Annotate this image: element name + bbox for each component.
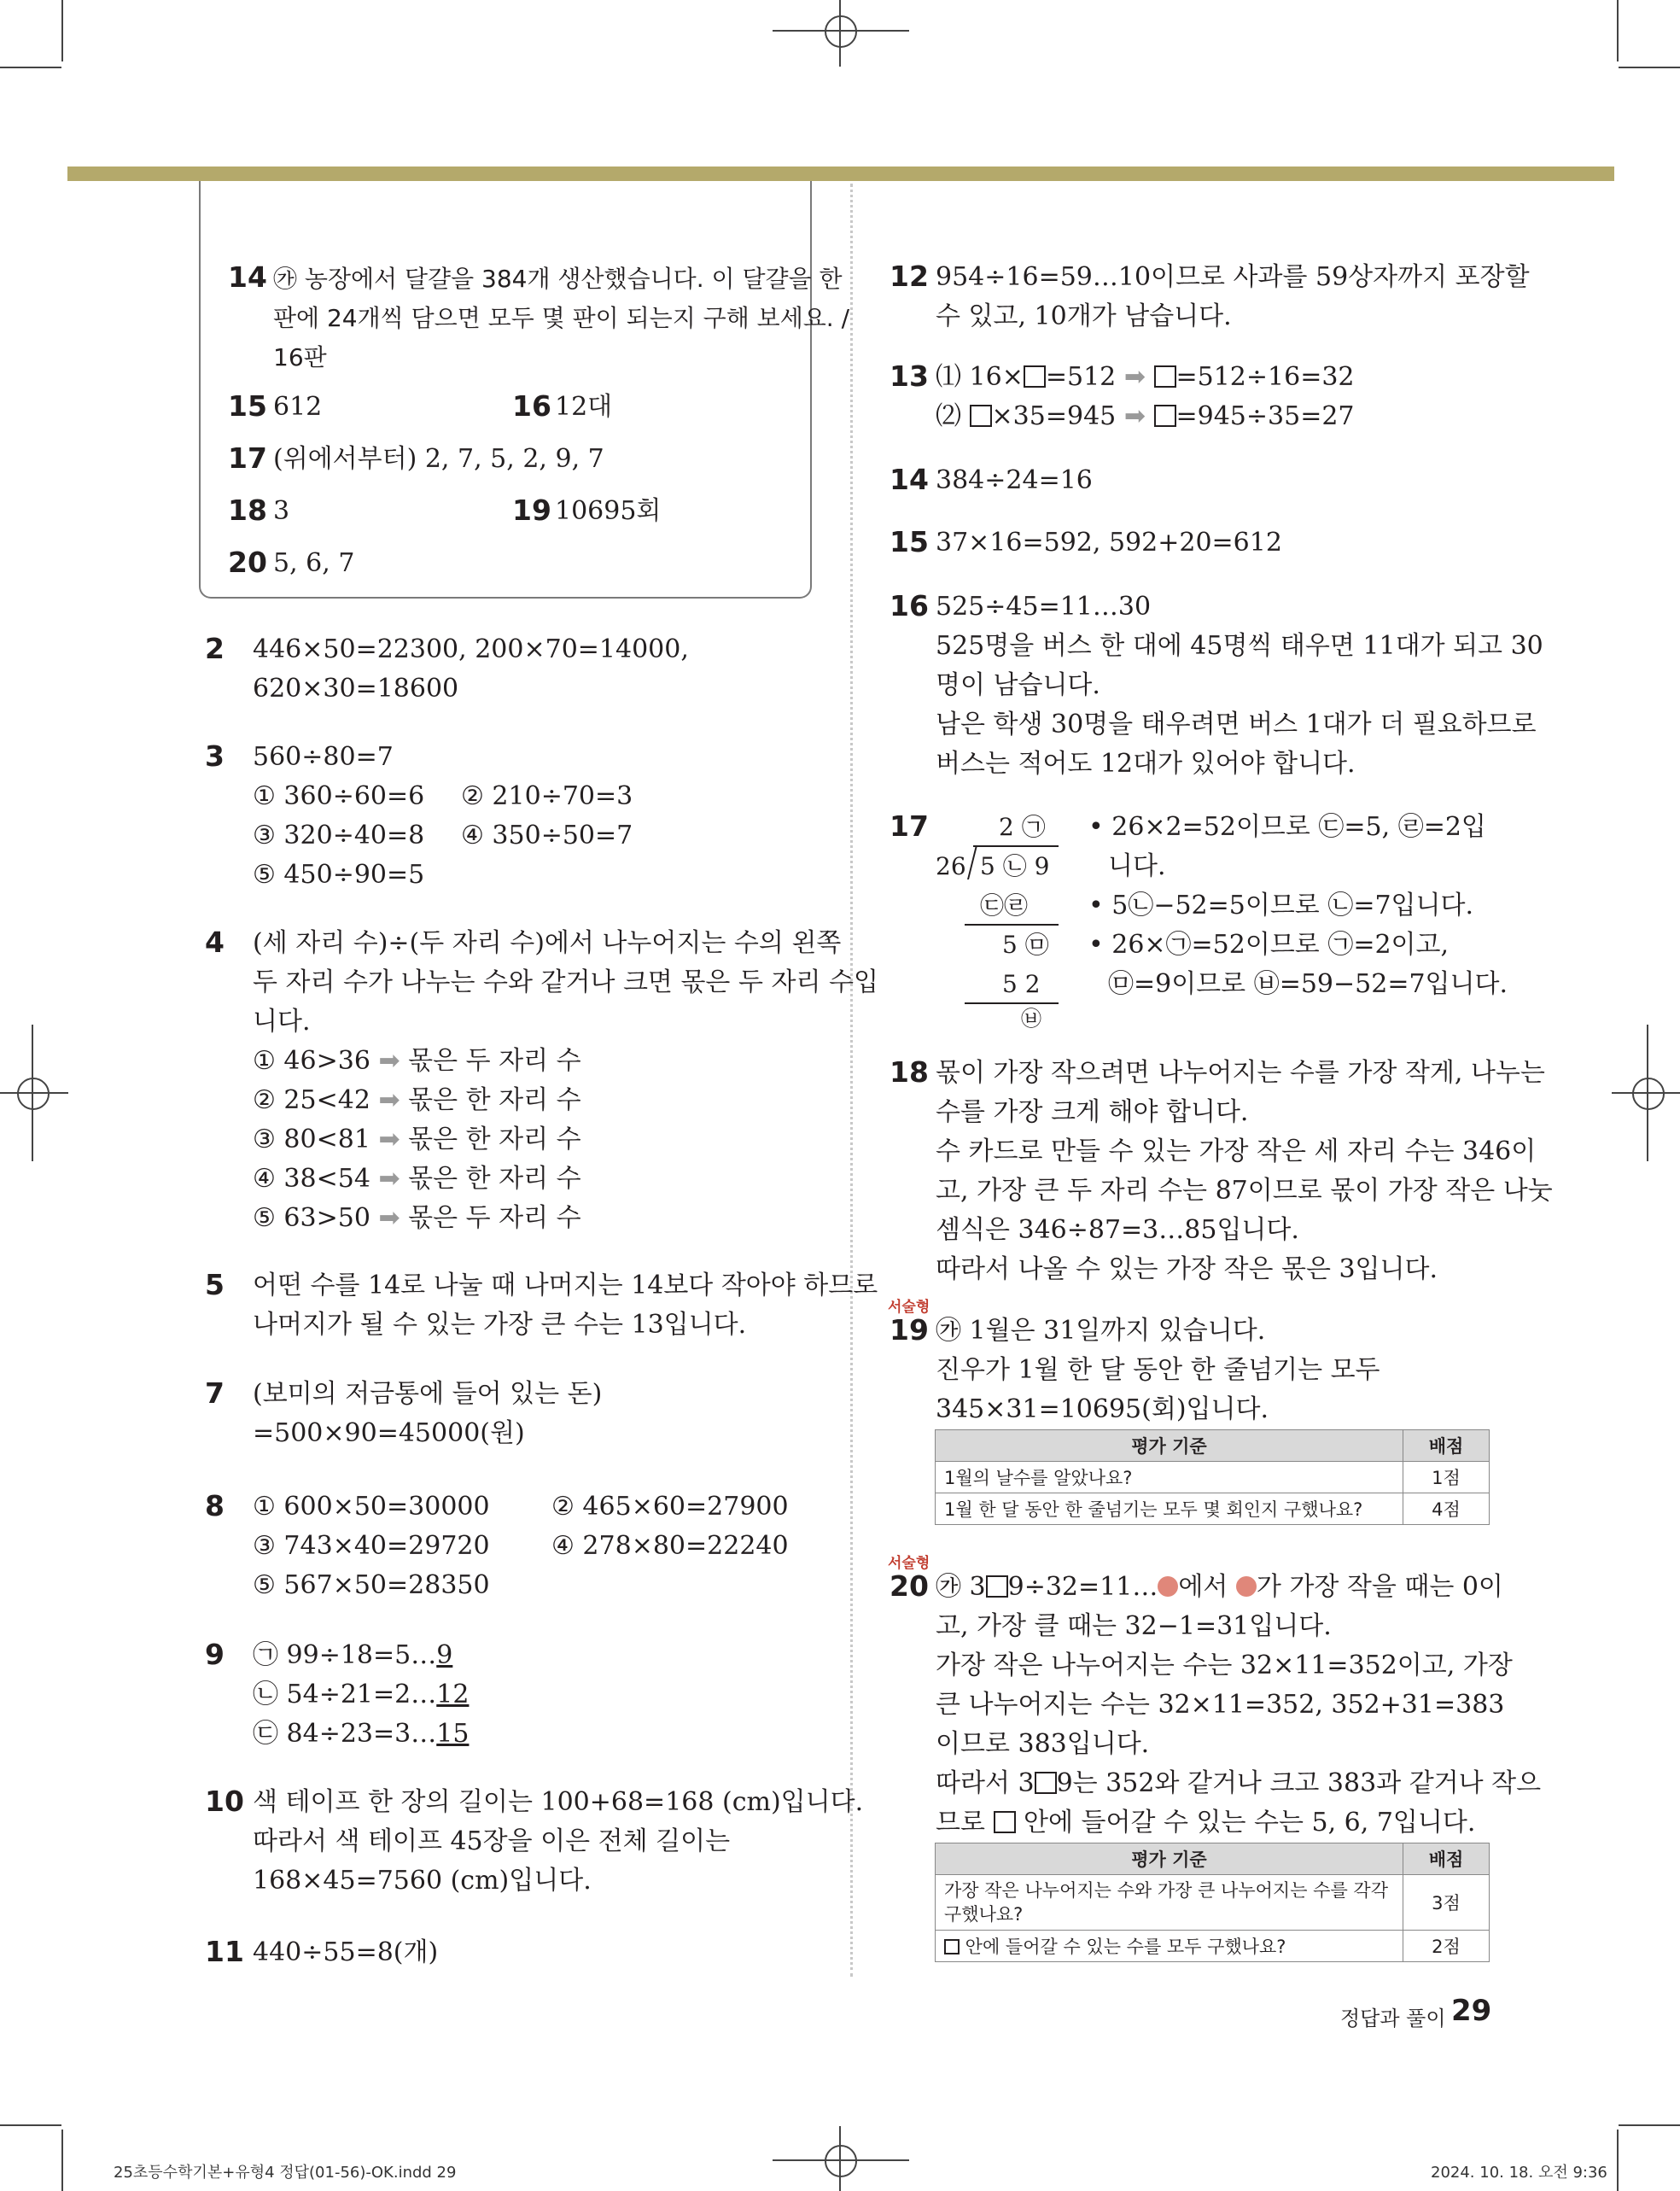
division-step: 5 ㉤ [1002,931,1049,959]
q4-item-compare: ④ 38<54 [253,1164,370,1194]
r20-text: 에서 [1178,1572,1236,1602]
q3-item: ① 360÷60=6 [253,781,425,811]
registration-line [32,1025,33,1161]
r20-line [936,1568,1503,1607]
r20-text: 가 가장 작을 때는 0이 [1256,1572,1503,1602]
q9-expression: ㉠ 99÷18=5… [253,1640,437,1670]
q9-item [253,1715,469,1754]
box-q17-answer: (위에서부터) 2, 7, 5, 2, 9, 7 [273,444,604,474]
header-bar [67,167,1614,181]
box-q20-number: 20 [228,546,267,579]
r18-line: 수를 가장 크게 해야 합니다. [936,1097,1249,1127]
q11-line: 440÷55=8(개) [253,1937,439,1967]
box-q19-answer: 10695회 [555,496,662,526]
registration-line [1647,1025,1648,1161]
crop-mark [61,0,63,61]
circle-icon [1236,1576,1257,1597]
rubric-points: 1점 [1403,1462,1490,1493]
crop-mark [1619,2124,1680,2126]
r12-number: 12 [890,260,929,293]
rubric-header: 평가 기준 [936,1843,1403,1875]
q8-item: ③ 743×40=29720 [253,1531,490,1561]
blank-box-icon [1154,365,1176,388]
division-bracket [967,845,977,879]
box-q15-number: 15 [228,389,267,423]
q3-item: ③ 320÷40=8 [253,821,425,850]
r18-line: 몫이 가장 작으려면 나누어지는 수를 가장 작게, 나누는 [936,1058,1545,1088]
crop-mark [61,2130,63,2191]
box-q14-line: ㉮ 농장에서 달걀을 384개 생산했습니다. 이 달걀을 한 [273,265,843,293]
blank-box-icon [986,1575,1008,1598]
q7-number: 7 [205,1376,225,1410]
r20-line: 고, 가장 클 때는 32−1=31입니다. [936,1611,1332,1641]
r12-line: 954÷16=59…10이므로 사과를 59상자까지 포장할 [936,262,1530,292]
print-date: 2024. 10. 18. 오전 9:36 [1431,2164,1607,2182]
q3-line: 560÷80=7 [253,742,394,772]
registration-line [773,2159,909,2161]
registration-line [839,0,841,67]
r20-text: ㉮ 3 [936,1572,986,1602]
r20-text: 안에 들어갈 수 있는 수는 5, 6, 7입니다. [1015,1808,1476,1838]
arrow-right-icon: ➡ [378,1203,400,1233]
r17-number: 17 [890,809,929,843]
r18-number: 18 [890,1055,929,1089]
box-q19-number: 19 [512,494,551,527]
q3-item: ④ 350÷50=7 [461,821,633,850]
division-step: 5 2 [1002,970,1041,998]
r18-line: 셈식은 346÷87=3…85입니다. [936,1215,1299,1245]
q5-line: 나머지가 될 수 있는 가장 큰 수는 13입니다. [253,1310,747,1340]
crop-mark [0,67,61,68]
q11-number: 11 [205,1935,244,1968]
long-division [930,808,1067,1038]
r19-line: 345×31=10695(회)입니다. [936,1394,1269,1424]
q4-item [253,1120,581,1160]
q2-number: 2 [205,632,225,665]
arrow-right-icon: ➡ [378,1085,400,1115]
q10-line: 색 테이프 한 장의 길이는 100+68=168 (cm)입니다. [253,1787,864,1817]
q4-line: 니다. [253,1007,311,1037]
q4-item [253,1042,581,1081]
q9-remainder: 9 [436,1640,453,1670]
blank-box-icon [1154,405,1176,427]
r19-line: 진우가 1월 한 달 동안 한 줄넘기는 모두 [936,1355,1380,1385]
r20-text: 므로 [936,1808,994,1838]
q4-item-compare: ③ 80<81 [253,1125,370,1154]
q8-item: ④ 278×80=22240 [551,1531,789,1561]
r13-text: ×35=945 [991,401,1117,431]
circle-icon [1158,1576,1178,1597]
q9-number: 9 [205,1638,225,1671]
division-dividend: 5 ㉡ 9 [980,852,1050,880]
r20-line: 큰 나누어지는 수는 32×11=352, 352+31=383 [936,1690,1505,1720]
rubric-points: 4점 [1403,1493,1490,1525]
box-q14-line: 16판 [273,343,327,371]
registration-line [1612,1092,1680,1094]
q4-item [253,1199,581,1238]
q5-line: 어떤 수를 14로 나눌 때 나머지는 14보다 작아야 하므로 [253,1271,878,1300]
descriptive-tag: 서술형 [888,1555,930,1572]
q4-item-result: 몫은 한 자리 수 [408,1085,581,1115]
r20-text: 따라서 3 [936,1768,1035,1798]
registration-line [773,30,909,32]
q9-remainder: 15 [436,1719,470,1749]
q5-number: 5 [205,1268,225,1301]
q9-expression: ㉢ 84÷23=3… [253,1719,437,1749]
rubric-header: 배점 [1403,1430,1490,1462]
rubric-table [935,1843,1490,1962]
r16-line: 버스는 적어도 12대가 있어야 합니다. [936,749,1356,779]
r20-text: 9÷32=11… [1007,1572,1158,1602]
r13-text: ⑵ [936,401,970,431]
arrow-right-icon: ➡ [378,1046,400,1076]
r20-line: 이므로 383입니다. [936,1729,1150,1759]
q4-line: (세 자리 수)÷(두 자리 수)에서 나누어지는 수의 왼쪽 [253,928,842,958]
q8-item: ⑤ 567×50=28350 [253,1570,490,1600]
rubric-criterion: 1월의 날수를 알았나요? [936,1462,1403,1493]
division-step: ㉢㉣ [980,891,1029,920]
q4-item-result: 몫은 두 자리 수 [408,1203,581,1233]
r12-line: 수 있고, 10개가 남습니다. [936,301,1232,331]
rubric-criterion [936,1875,1403,1931]
blank-box-icon [1035,1772,1057,1794]
arrow-right-icon: ➡ [378,1125,400,1154]
q4-item-compare: ① 46>36 [253,1046,370,1076]
registration-mark [825,2145,857,2177]
r14-line: 384÷24=16 [936,465,1093,495]
arrow-right-icon: ➡ [1123,362,1146,392]
r16-number: 16 [890,589,929,622]
r13-text: =945÷35=27 [1175,401,1355,431]
r17-line: • 26×2=52이므로 ㉢=5, ㉣=2입 [1088,812,1486,842]
r16-line: 남은 학생 30명을 태우려면 버스 1대가 더 필요하므로 [936,710,1537,739]
blank-box-icon [970,405,992,427]
r13-text: =512÷16=32 [1175,362,1355,392]
q9-item [253,1675,469,1715]
crop-mark [1619,67,1680,68]
r14-number: 14 [890,463,929,496]
q8-item: ② 465×60=27900 [551,1492,789,1522]
division-divisor: 26 [936,852,966,880]
q4-item-compare: ⑤ 63>50 [253,1203,370,1233]
division-line [965,1002,1059,1004]
q7-line: =500×90=45000(원) [253,1418,525,1448]
q10-line: 따라서 색 테이프 45장을 이은 전체 길이는 [253,1826,731,1856]
q3-item: ⑤ 450÷90=5 [253,860,425,890]
blank-box-icon [994,1811,1016,1833]
blank-box-icon [1024,365,1046,388]
box-q16-answer: 12대 [555,392,613,422]
division-quotient: 2 ㉠ [999,813,1046,841]
r18-line: 따라서 나올 수 있는 가장 작은 몫은 3입니다. [936,1254,1438,1284]
crop-mark [1617,0,1619,61]
q3-number: 3 [205,739,225,773]
q9-remainder: 12 [436,1680,470,1709]
section-label: 정답과 풀이 [1340,2007,1446,2030]
box-q14-line: 판에 24개씩 담으면 모두 몇 판이 되는지 구해 보세요. / [273,304,850,332]
r18-line: 수 카드로 만들 수 있는 가장 작은 세 자리 수는 346이 [936,1136,1537,1166]
column-divider [850,184,853,1977]
rubric-criterion: 1월 한 달 동안 한 줄넘기는 모두 몇 회인지 구했나요? [936,1493,1403,1525]
r17-line: 니다. [1108,851,1166,881]
registration-mark [1632,1078,1665,1110]
q8-number: 8 [205,1489,225,1522]
r19-line: ㉮ 1월은 31일까지 있습니다. [936,1316,1266,1346]
r20-line [936,1803,1475,1843]
registration-line [0,1092,68,1094]
division-step: ㉥ [1021,1007,1041,1031]
rubric-header: 평가 기준 [936,1430,1403,1462]
r16-line: 명이 남습니다. [936,670,1100,700]
page-number: 29 [1451,1994,1492,2028]
r16-line: 525명을 버스 한 대에 45명씩 태우면 11대가 되고 30 [936,631,1543,661]
r13-text: =512 [1045,362,1117,392]
r13-number: 13 [890,359,929,393]
rubric-text: 안에 들어갈 수 있는 수를 모두 구했나요? [960,1937,1286,1957]
rubric-points: 2점 [1403,1931,1490,1962]
r20-line: 가장 작은 나누어지는 수는 32×11=352이고, 가장 [936,1651,1513,1680]
q10-number: 10 [205,1785,244,1818]
q4-item-result: 몫은 한 자리 수 [408,1164,581,1194]
q7-line: (보미의 저금통에 들어 있는 돈) [253,1379,603,1409]
q8-item: ① 600×50=30000 [253,1492,490,1522]
r18-line: 고, 가장 큰 두 자리 수는 87이므로 몫이 가장 작은 나눗 [936,1176,1553,1206]
q9-expression: ㉡ 54÷21=2… [253,1680,437,1709]
r15-line: 37×16=592, 592+20=612 [936,528,1282,558]
q4-item [253,1160,581,1199]
r20-text: 9는 352와 같거나 크고 383과 같거나 작으 [1056,1768,1542,1798]
box-q14-number: 14 [228,260,267,294]
q2-line: 620×30=18600 [253,674,459,704]
q10-line: 168×45=7560 (cm)입니다. [253,1866,592,1896]
r20-line [936,1764,1541,1803]
box-q18-answer: 3 [273,496,290,526]
q4-item-result: 몫은 두 자리 수 [408,1046,581,1076]
r20-number: 20 [890,1569,929,1603]
registration-mark [17,1078,50,1110]
r13-line [936,358,1355,397]
rubric-table [935,1429,1490,1525]
q2-line: 446×50=22300, 200×70=14000, [253,634,689,664]
q3-item: ② 210÷70=3 [461,781,633,811]
blank-box-icon [944,1939,960,1954]
q4-number: 4 [205,926,225,959]
rubric-points: 3점 [1403,1875,1490,1931]
r15-number: 15 [890,525,929,558]
crop-mark [0,2124,61,2126]
file-info: 25초등수학기본+유형4 정답(01-56)-OK.indd 29 [114,2164,457,2182]
r17-line: • 5㉡−52=5이므로 ㉡=7입니다. [1088,891,1474,920]
q4-line: 두 자리 수가 나누는 수와 같거나 크면 몫은 두 자리 수입 [253,967,878,997]
arrow-right-icon: ➡ [1123,401,1146,431]
box-q16-number: 16 [512,389,551,423]
q4-item [253,1081,581,1120]
crop-mark [1617,2130,1619,2191]
box-q18-number: 18 [228,494,267,527]
r17-line: ㉤=9이므로 ㉥=59−52=7입니다. [1108,969,1508,999]
rubric-text: 가장 작은 나누어지는 수와 가장 큰 나누어지는 수를 각각 [944,1880,1388,1901]
rubric-text: 구했나요? [944,1904,1024,1925]
registration-line [839,2126,841,2191]
r19-number: 19 [890,1313,929,1347]
q4-item-result: 몫은 한 자리 수 [408,1125,581,1154]
r13-line [936,397,1355,436]
q9-item [253,1636,452,1675]
arrow-right-icon: ➡ [378,1164,400,1194]
rubric-criterion [936,1931,1403,1962]
q4-item-compare: ② 25<42 [253,1085,370,1115]
box-q17-number: 17 [228,441,267,475]
box-q15-answer: 612 [273,392,323,422]
r17-line: • 26×㉠=52이므로 ㉠=2이고, [1088,930,1450,960]
r13-text: ⑴ 16× [936,362,1024,392]
registration-mark [825,15,857,48]
r16-line: 525÷45=11…30 [936,592,1152,622]
descriptive-tag: 서술형 [888,1299,930,1316]
rubric-header: 배점 [1403,1843,1490,1875]
box-q20-answer: 5, 6, 7 [273,548,355,578]
